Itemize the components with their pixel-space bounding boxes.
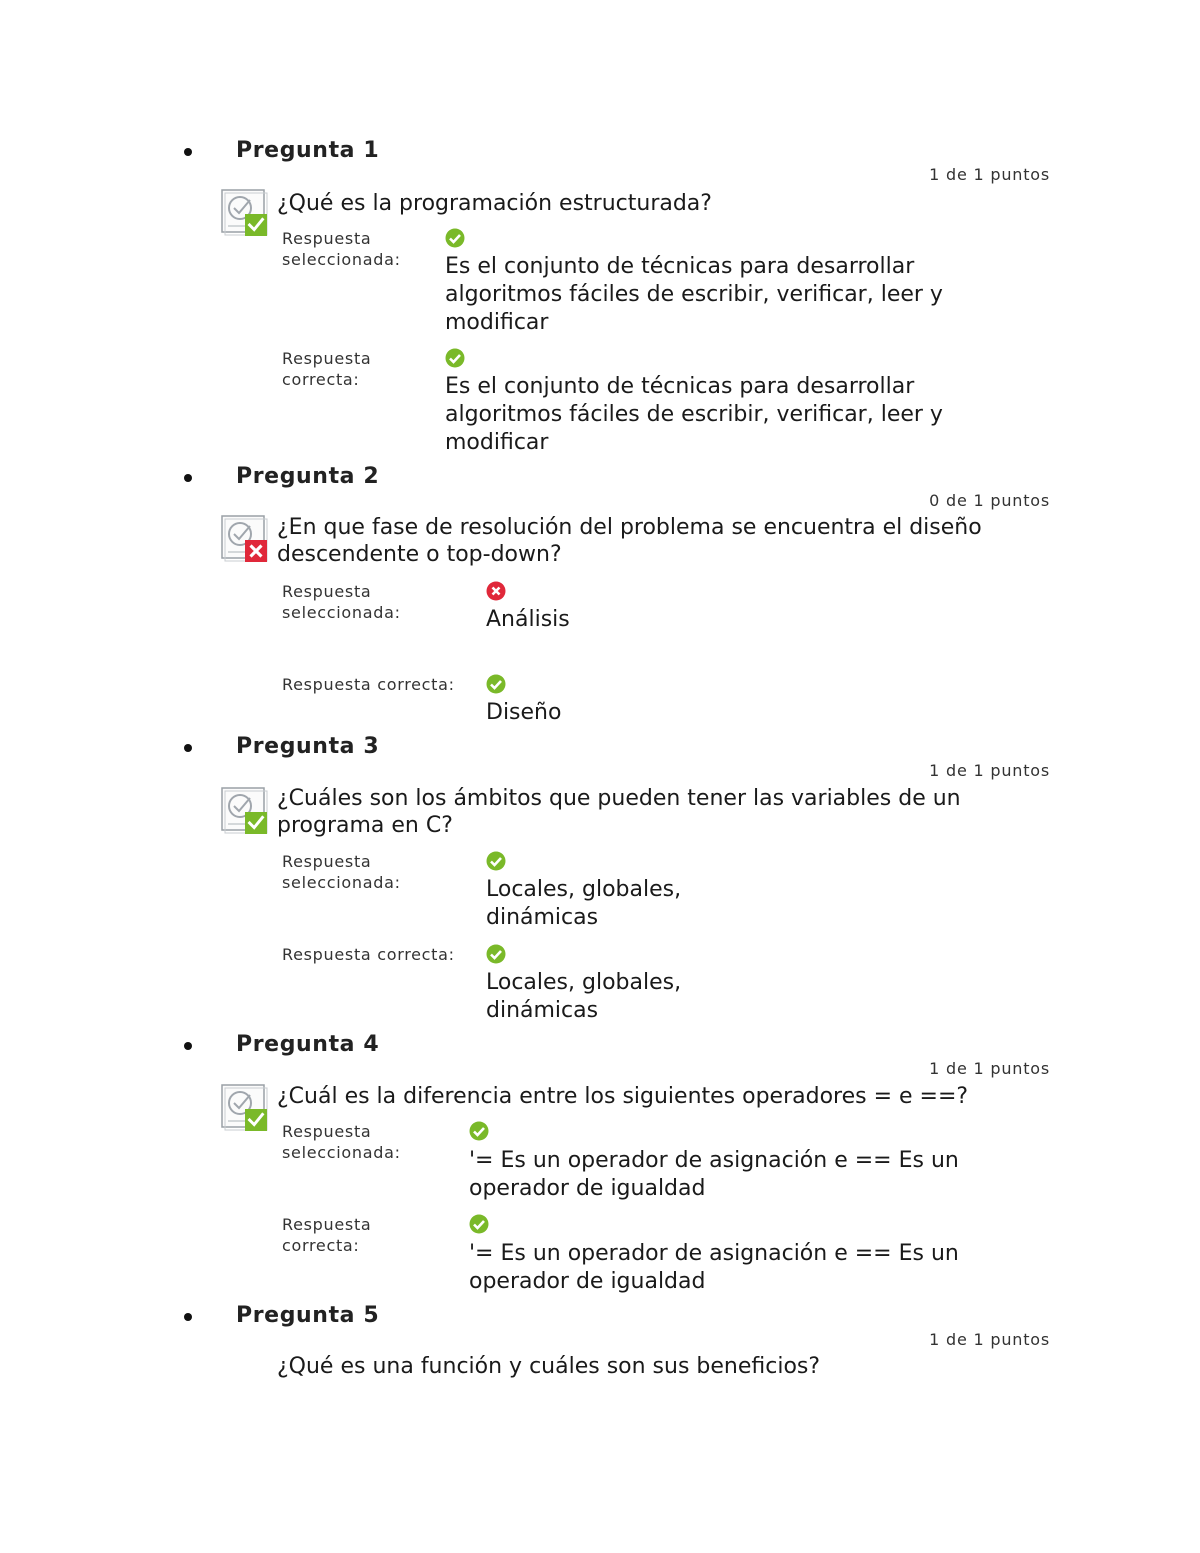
question-points: 1 de 1 puntos (929, 1059, 1050, 1078)
graded-correct-icon (220, 188, 270, 238)
question-points: 0 de 1 puntos (929, 491, 1050, 510)
question-title: Pregunta 5 (236, 1303, 380, 1328)
correct-answer-label: Respuesta correcta: (282, 945, 455, 964)
correct-answer-text: '= Es un operador de asignación e == Es un operador de igualdad (469, 1241, 959, 1294)
list-bullet (184, 744, 192, 752)
selected-answer-label: Respuesta seleccionada: (282, 1122, 401, 1162)
list-bullet (184, 1042, 192, 1050)
correct-answer-label: Respuesta correcta: (282, 1215, 372, 1255)
correct-answer-text: Locales, globales, dinámicas (486, 970, 682, 1023)
correct-answer-text: Es el conjunto de técnicas para desarrollar algoritmos fáciles de escribir, verificar, leer y modificar (445, 374, 943, 455)
x-circle-icon (486, 581, 506, 601)
question-title: Pregunta 2 (236, 464, 380, 489)
question-title: Pregunta 1 (236, 138, 380, 163)
selected-answer-label: Respuesta seleccionada: (282, 229, 401, 269)
question-text: ¿Qué es una función y cuáles son sus beneficios? (277, 1354, 821, 1379)
correct-answer-label: Respuesta correcta: (282, 675, 455, 694)
graded-correct-icon (220, 786, 270, 836)
selected-answer-text: '= Es un operador de asignación e == Es un operador de igualdad (469, 1148, 959, 1201)
question-text: ¿En que fase de resolución del problema se encuentra el diseño descendente o top-down? (277, 515, 982, 567)
check-circle-icon (486, 674, 506, 694)
list-bullet (184, 474, 192, 482)
question-points: 1 de 1 puntos (929, 165, 1050, 184)
selected-answer-text: Análisis (486, 607, 570, 632)
check-circle-icon (445, 348, 465, 368)
question-points: 1 de 1 puntos (929, 761, 1050, 780)
list-bullet (184, 1313, 192, 1321)
question-text: ¿Cuál es la diferencia entre los siguientes operadores = e ==? (277, 1084, 969, 1109)
list-bullet (184, 148, 192, 156)
graded-correct-icon (220, 1083, 270, 1133)
graded-incorrect-icon (220, 514, 270, 564)
question-text: ¿Qué es la programación estructurada? (277, 191, 712, 216)
check-circle-icon (486, 944, 506, 964)
correct-answer-text: Diseño (486, 700, 562, 725)
question-title: Pregunta 4 (236, 1032, 380, 1057)
selected-answer-label: Respuesta seleccionada: (282, 582, 401, 622)
check-circle-icon (445, 228, 465, 248)
selected-answer-label: Respuesta seleccionada: (282, 852, 401, 892)
check-circle-icon (486, 851, 506, 871)
selected-answer-text: Es el conjunto de técnicas para desarrollar algoritmos fáciles de escribir, verificar, leer y modificar (445, 254, 943, 335)
question-points: 1 de 1 puntos (929, 1330, 1050, 1349)
check-circle-icon (469, 1214, 489, 1234)
check-circle-icon (469, 1121, 489, 1141)
selected-answer-text: Locales, globales, dinámicas (486, 877, 682, 930)
correct-answer-label: Respuesta correcta: (282, 349, 372, 389)
question-title: Pregunta 3 (236, 734, 380, 759)
question-text: ¿Cuáles son los ámbitos que pueden tener las variables de un programa en C? (277, 786, 961, 838)
